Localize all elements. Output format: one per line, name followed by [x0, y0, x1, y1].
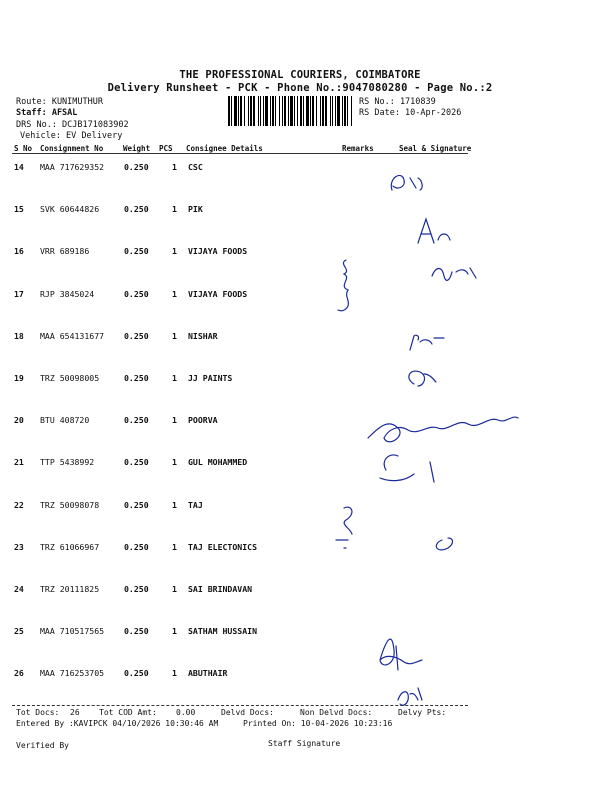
row-pcs: 1 [172, 415, 177, 426]
row-pcs: 1 [172, 541, 177, 552]
sig-text-16: 9025060525 [498, 259, 564, 279]
row-pcs: 1 [172, 373, 177, 383]
row-consignee: TAJ ELECTONICS [188, 541, 258, 552]
sig-text-25: 8340549504 [466, 619, 575, 639]
row-consignee: JJ PAINTS [188, 373, 233, 383]
sig-text-15-phone: 8300908896 [480, 227, 582, 246]
row-sno: 14 [14, 162, 24, 172]
row-consignee: ABUTHAIR [188, 668, 228, 679]
row-weight: 0.250 [124, 584, 149, 594]
row-pcs: 1 [172, 499, 177, 510]
row-consignee: POORVA [188, 415, 218, 426]
row-sno: 23 [14, 541, 24, 552]
barcode-image [228, 96, 354, 126]
signature-26-stroke [398, 688, 422, 705]
row-consignment-no: BTU 408720 [40, 415, 90, 426]
delvy-pts-label: Delvy Pts: [398, 708, 447, 717]
sig-text-18: 9994174574 [449, 335, 527, 355]
drs-number: DRS No.: DCJB171083902 [16, 120, 129, 130]
col-header-remarks: Remarks [342, 144, 374, 153]
sig-text-21b: 9952989686 [460, 474, 550, 490]
sig-text-14: 9852646067 [450, 182, 552, 201]
row-weight: 0.250 [124, 415, 149, 426]
row-pcs: 1 [172, 668, 177, 679]
row-weight: 0.250 [124, 330, 149, 341]
rs-number: RS No.: 1710839 [359, 97, 436, 107]
sig-text-19: 9790374974 [454, 380, 526, 401]
row-consignee: NISHAR [188, 330, 218, 341]
row-weight: 0.250 [124, 626, 149, 637]
row-consignee: GUL MOHAMMED [188, 457, 248, 468]
row-sno: 19 [14, 373, 24, 383]
row-sno: 18 [14, 330, 24, 341]
tot-docs-label: Tot Docs: [16, 708, 60, 717]
tot-cod-label: Tot COD Amt: [99, 708, 157, 717]
row-pcs: 1 [172, 288, 177, 299]
col-header-seal: Seal & Signature [399, 144, 472, 153]
delvd-docs-label: Delvd Docs: [221, 708, 274, 717]
row-consignment-no: SVK 60644826 [40, 204, 100, 215]
runsheet-subtitle: Delivery Runsheet - PCK - Phone No.:9047080280 - Page No.:2 [107, 82, 493, 94]
row-sno: 15 [14, 204, 24, 215]
row-consignment-no: TRZ 50098078 [40, 499, 100, 510]
signature-25-stroke [380, 639, 422, 670]
rs-date: RS Date: 10-Apr-2026 [359, 108, 462, 118]
row-pcs: 1 [172, 162, 177, 172]
signature-14-stroke [410, 178, 422, 190]
row-consignment-no: TRZ 50098005 [40, 373, 100, 383]
sig-text-21: 9842253422 [451, 434, 535, 454]
row-sno: 24 [14, 584, 24, 594]
row-sno: 20 [14, 415, 24, 426]
row-sno: 16 [14, 246, 24, 257]
row-consignment-no: MAA 654131677 [40, 330, 105, 341]
entered-by: Entered By :KAVIPCK 04/10/2026 10:30:46 AM [16, 719, 219, 728]
header-divider [12, 153, 468, 154]
sig-text-15-name: Aadhi [412, 225, 469, 249]
row-weight: 0.250 [124, 204, 149, 215]
row-consignment-no: MAA 716253705 [40, 668, 105, 679]
row-sno: 26 [14, 668, 24, 679]
row-pcs: 1 [172, 584, 177, 594]
col-header-pcs: PCS [159, 144, 173, 153]
row-weight: 0.250 [124, 499, 149, 510]
sig-text-25b: 7879163066 [434, 651, 517, 666]
row-consignment-no: TRZ 61066967 [40, 541, 100, 552]
row-consignment-no: TTP 5438992 [40, 457, 95, 468]
row-weight: 0.250 [124, 246, 149, 257]
row-sno: 25 [14, 626, 24, 637]
col-header-consignee: Consignee Details [186, 144, 263, 153]
vehicle-label: Vehicle: EV Delivery [20, 131, 123, 141]
row-sno: 17 [14, 288, 24, 299]
row-consignee: CSC [188, 162, 203, 172]
company-title: THE PROFESSIONAL COURIERS, COIMBATORE [179, 69, 421, 81]
footer-divider [12, 705, 468, 706]
row-consignment-no: MAA 710517565 [40, 626, 105, 637]
row-consignment-no: RJP 3845024 [40, 288, 95, 299]
row-pcs: 1 [172, 457, 177, 468]
row-consignment-no: TRZ 20111825 [40, 584, 100, 594]
row-sno: 22 [14, 499, 24, 510]
sig-text-26: 9442001955 [452, 677, 554, 696]
staff-label: Staff: AFSAL [16, 108, 78, 118]
col-header-weight: Weight [123, 144, 151, 153]
signature-23-stroke [436, 538, 452, 550]
signature-20-stroke [368, 417, 518, 442]
row-weight: 0.250 [124, 373, 149, 383]
sig-text-23: 9344833681 [416, 550, 488, 573]
sig-text-24: Sanjit Kumar [429, 585, 520, 608]
row-sno: 21 [14, 457, 24, 468]
col-header-sno: S No [14, 144, 33, 153]
row-consignee: TAJ [188, 499, 203, 510]
signature-14-mark [391, 175, 404, 190]
non-delvd-docs-label: Non Delvd Docs: [300, 708, 373, 717]
row-weight: 0.250 [124, 457, 149, 468]
row-pcs: 1 [172, 330, 177, 341]
row-consignment-no: MAA 717629352 [40, 162, 105, 172]
signature-16-stroke [432, 268, 476, 280]
tot-cod-value: 0.00 [176, 708, 196, 717]
row-consignee: SATHAM HUSSAIN [188, 626, 258, 637]
row-consignee: VIJAYA FOODS [188, 246, 248, 257]
signature-21-stroke [380, 455, 434, 482]
row-pcs: 1 [172, 246, 177, 257]
row-weight: 0.250 [124, 541, 149, 552]
row-consignee: VIJAYA FOODS [188, 288, 248, 299]
signature-15-stroke [418, 219, 450, 243]
row-pcs: 1 [172, 626, 177, 637]
col-header-consignment: Consignment No [40, 144, 104, 153]
row-weight: 0.250 [124, 162, 149, 172]
row-weight: 0.250 [124, 668, 149, 679]
sig-text-22: S.Sadhu [420, 518, 478, 534]
signature-19-stroke [409, 371, 436, 386]
row-consignee: SAI BRINDAVAN [188, 584, 253, 594]
row-weight: 0.250 [124, 288, 149, 299]
row-consignee: PIK [188, 204, 203, 215]
tot-docs-value: 26 [70, 708, 80, 717]
row-consignment-no: VRR 689186 [40, 246, 90, 257]
remark-mark-22-23 [336, 507, 352, 548]
remark-brace-16-17 [338, 260, 348, 311]
printed-on: Printed On: 10-04-2026 10:23:16 [243, 719, 393, 728]
verified-by-label: Verified By [16, 741, 69, 750]
row-pcs: 1 [172, 204, 177, 215]
route-label: Route: KUNIMUTHUR [16, 97, 103, 107]
staff-signature-label: Staff Signature [268, 739, 341, 748]
signature-18-stroke [410, 335, 444, 350]
